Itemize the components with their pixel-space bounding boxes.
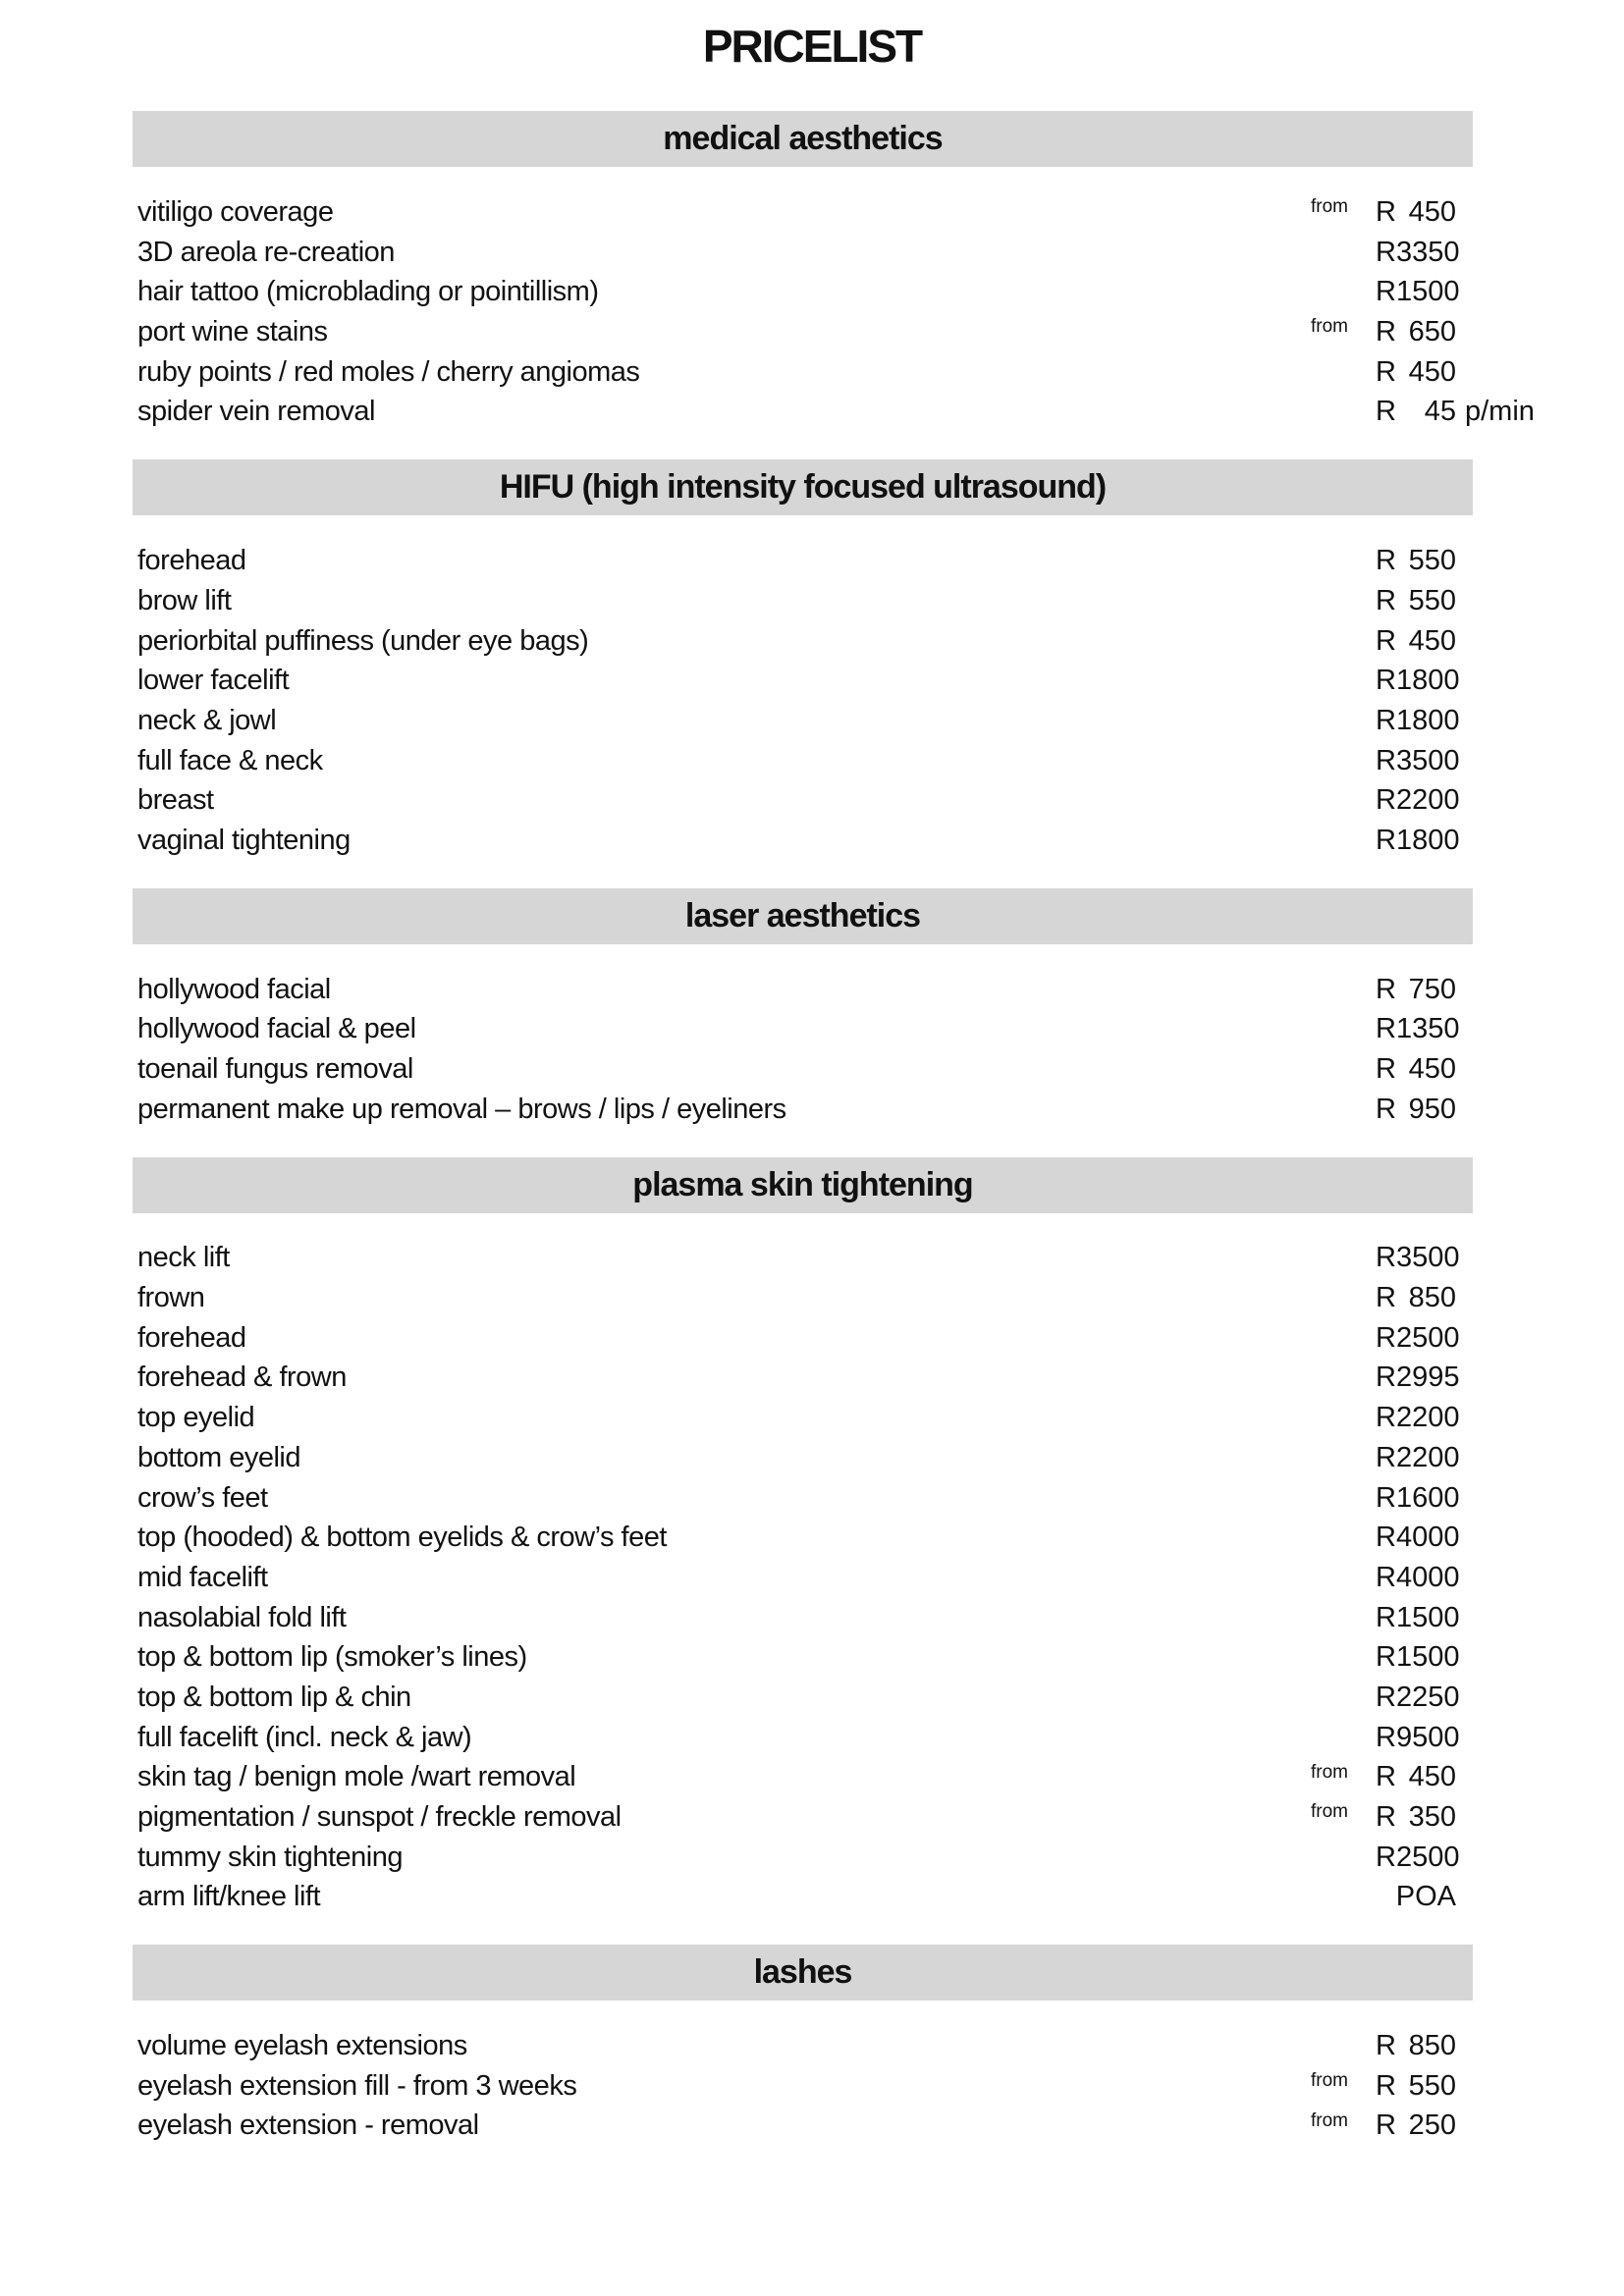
item-price <box>1376 1282 1456 1314</box>
item-name: forehead <box>137 1321 246 1354</box>
currency-symbol: R <box>1376 1242 1396 1274</box>
currency-symbol: R <box>1376 1362 1396 1394</box>
price-row <box>133 1090 1473 1130</box>
section-rows <box>133 944 1473 1157</box>
price-row <box>133 1478 1473 1519</box>
item-price <box>1376 1362 1460 1394</box>
currency-symbol: R <box>1376 973 1396 1005</box>
currency-symbol: R <box>1376 355 1396 388</box>
currency-symbol: R <box>1376 2030 1396 2062</box>
currency-symbol: R <box>1376 1013 1396 1045</box>
item-name: eyelash extension fill - from 3 weeks <box>137 2069 577 2102</box>
item-price <box>1376 1561 1460 1594</box>
currency-symbol: R <box>1376 2069 1396 2102</box>
price-row <box>133 1359 1473 1399</box>
item-price <box>1376 1242 1460 1274</box>
item-price <box>1376 196 1456 229</box>
item-name: neck & jowl <box>137 704 277 736</box>
item-price <box>1376 585 1456 617</box>
section-header <box>133 1945 1473 2001</box>
currency-symbol: R <box>1376 1721 1396 1753</box>
item-name: eyelash extension - removal <box>137 2109 479 2142</box>
section-rows <box>133 515 1473 888</box>
price-amount: 1800 <box>1395 704 1460 736</box>
price-amount: 450 <box>1408 1761 1456 1793</box>
item-name: hollywood facial <box>137 973 331 1005</box>
price-row <box>133 1758 1473 1798</box>
price-row <box>133 741 1473 781</box>
from-label: from <box>1311 1801 1348 1823</box>
section-title: laser aesthetics <box>684 896 921 934</box>
price-amount: 1800 <box>1395 824 1460 856</box>
item-name: full facelift (incl. neck & jaw) <box>137 1721 472 1753</box>
item-price <box>1376 1094 1456 1126</box>
item-price <box>1376 356 1456 389</box>
item-name: top & bottom lip (smoker’s lines) <box>137 1641 527 1674</box>
section-title: lashes <box>753 1953 852 1992</box>
section-title: plasma skin tightening <box>632 1165 973 1203</box>
item-price <box>1376 2070 1456 2103</box>
item-name: ruby points / red moles / cherry angiomas <box>137 355 640 388</box>
currency-symbol: R <box>1376 1841 1396 1873</box>
item-name: forehead & frown <box>137 1362 347 1394</box>
item-name: periorbital puffiness (under eye bags) <box>137 624 589 657</box>
currency-symbol: R <box>1376 1681 1396 1713</box>
price-row <box>133 701 1473 741</box>
section-header <box>133 1157 1473 1213</box>
item-price <box>1376 1881 1456 1913</box>
price-row <box>133 621 1473 662</box>
price-amount: 2200 <box>1395 784 1460 817</box>
currency-symbol: R <box>1376 316 1396 348</box>
price-row <box>133 1010 1473 1050</box>
price-row <box>133 581 1473 621</box>
price-amount: 2500 <box>1395 1321 1460 1354</box>
price-amount: POA <box>1395 1881 1456 1913</box>
price-row <box>133 2066 1473 2107</box>
price-row <box>133 1438 1473 1478</box>
currency-symbol: R <box>1376 704 1396 736</box>
currency-symbol: R <box>1376 744 1396 776</box>
item-name: brow lift <box>137 584 232 616</box>
price-amount: 4000 <box>1395 1561 1460 1593</box>
currency-symbol: R <box>1376 1321 1396 1354</box>
price-amount: 2200 <box>1395 1441 1460 1473</box>
item-price <box>1376 974 1456 1006</box>
item-name: frown <box>137 1282 205 1314</box>
item-price <box>1376 744 1460 777</box>
price-row <box>133 352 1473 393</box>
price-row <box>133 1637 1473 1678</box>
currency-symbol: R <box>1376 1053 1396 1086</box>
item-price <box>1376 704 1460 737</box>
price-amount: 1600 <box>1395 1481 1460 1514</box>
currency-symbol: R <box>1376 1093 1396 1125</box>
item-price <box>1376 1601 1460 1634</box>
item-name: tummy skin tightening <box>137 1841 403 1873</box>
price-row <box>133 312 1473 352</box>
item-price <box>1376 396 1535 428</box>
price-amount: 1500 <box>1395 1641 1460 1674</box>
item-name: breast <box>137 784 214 817</box>
price-row <box>133 1838 1473 1878</box>
currency-symbol: R <box>1376 396 1396 428</box>
currency-symbol: R <box>1376 1561 1396 1593</box>
price-suffix: p/min <box>1465 396 1535 428</box>
item-name: lower facelift <box>137 665 290 697</box>
item-name: permanent make up removal – brows / lips / eyeliners <box>137 1093 786 1125</box>
price-amount: 3350 <box>1395 236 1460 268</box>
item-name: volume eyelash extensions <box>137 2030 467 2062</box>
price-amount: 45 <box>1424 396 1456 428</box>
price-amount: 4000 <box>1395 1522 1460 1554</box>
price-row <box>133 1678 1473 1718</box>
item-price <box>1376 625 1456 658</box>
currency-symbol: R <box>1376 1761 1396 1793</box>
section-header <box>133 459 1473 515</box>
item-name: forehead <box>137 545 246 577</box>
item-price <box>1376 236 1460 269</box>
price-row <box>133 1598 1473 1638</box>
item-name: 3D areola re-creation <box>137 236 395 268</box>
item-name: vaginal tightening <box>137 824 351 856</box>
price-row <box>133 541 1473 581</box>
section <box>133 1157 1473 1946</box>
price-row <box>133 1049 1473 1090</box>
item-price <box>1376 824 1460 857</box>
price-amount: 950 <box>1408 1093 1456 1125</box>
price-row <box>133 661 1473 701</box>
section-title: medical aesthetics <box>663 120 943 158</box>
item-name: port wine stains <box>137 316 328 348</box>
item-price <box>1376 1801 1456 1834</box>
price-amount: 1350 <box>1395 1013 1460 1045</box>
price-row <box>133 2026 1473 2066</box>
currency-symbol: R <box>1376 824 1396 856</box>
price-row <box>133 393 1535 433</box>
from-label: from <box>1311 1761 1348 1783</box>
item-name: pigmentation / sunspot / freckle removal <box>137 1801 622 1834</box>
currency-symbol: R <box>1376 1641 1396 1674</box>
item-name: bottom eyelid <box>137 1441 300 1473</box>
price-amount: 650 <box>1408 316 1456 348</box>
currency-symbol: R <box>1376 545 1396 577</box>
price-row <box>133 970 1473 1010</box>
item-price <box>1376 1761 1456 1793</box>
price-amount: 1500 <box>1395 1601 1460 1633</box>
price-row <box>133 1239 1473 1279</box>
item-name: full face & neck <box>137 744 323 776</box>
section-header <box>133 111 1473 167</box>
price-row <box>133 1718 1473 1758</box>
item-price <box>1376 665 1460 697</box>
item-name: mid facelift <box>137 1561 268 1593</box>
price-row <box>133 1518 1473 1558</box>
item-price <box>1376 1522 1460 1554</box>
item-price <box>1376 2109 1456 2142</box>
currency-symbol: R <box>1376 1282 1396 1314</box>
currency-symbol: R <box>1376 1801 1396 1834</box>
currency-symbol: R <box>1376 1522 1396 1554</box>
price-amount: 850 <box>1408 2030 1456 2062</box>
item-name: top (hooded) & bottom eyelids & crow’s feet <box>137 1522 667 1554</box>
item-price <box>1376 1481 1460 1515</box>
price-amount: 3500 <box>1395 744 1460 776</box>
item-name: skin tag / benign mole /wart removal <box>137 1761 576 1793</box>
price-amount: 2995 <box>1395 1362 1460 1394</box>
price-row <box>133 780 1473 821</box>
price-amount: 550 <box>1408 584 1456 616</box>
price-row <box>133 1318 1473 1359</box>
currency-symbol: R <box>1376 196 1396 229</box>
currency-symbol: R <box>1376 1481 1396 1514</box>
item-name: top eyelid <box>137 1402 255 1434</box>
item-price <box>1376 1013 1460 1045</box>
price-row <box>133 1878 1473 1918</box>
price-row <box>133 821 1473 861</box>
item-name: arm lift/knee lift <box>137 1881 320 1913</box>
from-label: from <box>1311 316 1348 338</box>
item-name: nasolabial fold lift <box>137 1601 347 1633</box>
section-header <box>133 888 1473 944</box>
price-row <box>133 1558 1473 1598</box>
price-amount: 750 <box>1408 973 1456 1005</box>
price-amount: 2500 <box>1395 1841 1460 1873</box>
item-name: hair tattoo (microblading or pointillism) <box>137 276 599 308</box>
item-name: vitiligo coverage <box>137 196 334 229</box>
item-price <box>1376 1641 1460 1674</box>
item-name: hollywood facial & peel <box>137 1013 416 1045</box>
price-amount: 9500 <box>1395 1721 1460 1753</box>
item-price <box>1376 316 1456 348</box>
price-amount: 450 <box>1408 1053 1456 1086</box>
price-amount: 850 <box>1408 1282 1456 1314</box>
currency-symbol: R <box>1376 665 1396 697</box>
currency-symbol: R <box>1376 236 1396 268</box>
item-price <box>1376 276 1460 308</box>
item-price <box>1376 1441 1460 1474</box>
item-price <box>1376 2030 1456 2062</box>
currency-symbol: R <box>1376 1402 1396 1434</box>
section <box>133 459 1473 888</box>
price-row <box>133 1278 1473 1318</box>
price-row <box>133 1398 1473 1438</box>
section <box>133 888 1473 1157</box>
item-name: crow’s feet <box>137 1481 268 1514</box>
price-amount: 350 <box>1408 1801 1456 1834</box>
page-title: PRICELIST <box>702 21 922 72</box>
price-amount: 550 <box>1408 2069 1456 2102</box>
price-amount: 550 <box>1408 545 1456 577</box>
currency-symbol: R <box>1376 2109 1396 2142</box>
from-label: from <box>1311 2109 1348 2131</box>
currency-symbol: R <box>1376 624 1396 657</box>
section <box>133 111 1535 459</box>
item-price <box>1376 1681 1460 1714</box>
price-amount: 450 <box>1408 624 1456 657</box>
price-row <box>133 192 1473 233</box>
price-amount: 1800 <box>1395 665 1460 697</box>
price-amount: 450 <box>1408 196 1456 229</box>
section-title: HIFU (high intensity focused ultrasound) <box>499 468 1107 507</box>
item-name: neck lift <box>137 1242 230 1274</box>
currency-symbol: R <box>1376 784 1396 817</box>
item-price <box>1376 545 1456 577</box>
item-name: spider vein removal <box>137 396 375 428</box>
item-price <box>1376 1321 1460 1355</box>
price-row <box>133 2107 1473 2147</box>
sections-container <box>133 111 1535 2173</box>
price-row <box>133 233 1473 273</box>
item-price <box>1376 1402 1460 1434</box>
from-label: from <box>1311 196 1348 218</box>
item-price <box>1376 1721 1460 1754</box>
price-amount: 250 <box>1408 2109 1456 2142</box>
currency-symbol: R <box>1376 276 1396 308</box>
item-price <box>1376 1053 1456 1086</box>
section-rows <box>133 2001 1473 2173</box>
price-row <box>133 1797 1473 1838</box>
price-amount: 1500 <box>1395 276 1460 308</box>
currency-symbol: R <box>1376 584 1396 616</box>
price-amount: 2250 <box>1395 1681 1460 1713</box>
price-row <box>133 273 1473 313</box>
item-price <box>1376 784 1460 817</box>
item-price <box>1376 1841 1460 1874</box>
item-name: top & bottom lip & chin <box>137 1681 411 1713</box>
section-rows <box>133 167 1535 459</box>
item-name: toenail fungus removal <box>137 1053 413 1086</box>
currency-symbol: R <box>1376 1441 1396 1473</box>
price-amount: 3500 <box>1395 1242 1460 1274</box>
currency-symbol: R <box>1376 1601 1396 1633</box>
section-rows <box>133 1213 1473 1946</box>
section <box>133 1945 1473 2173</box>
from-label: from <box>1311 2069 1348 2091</box>
price-amount: 2200 <box>1395 1402 1460 1434</box>
price-amount: 450 <box>1408 355 1456 388</box>
